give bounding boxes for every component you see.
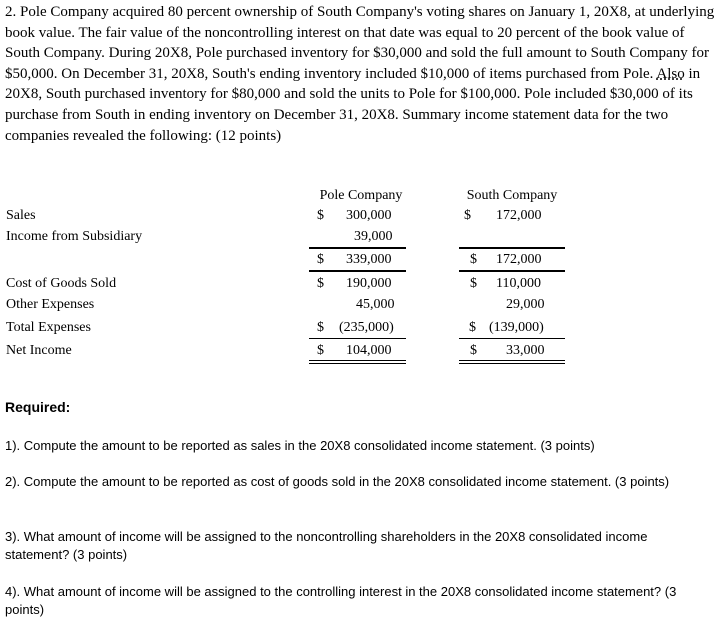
required-heading: Required: — [5, 399, 71, 415]
question-3: 3). What amount of income will be assigned to the noncontrolling shareholders in the 20X8 consolidated income statement? (3 points) — [5, 529, 648, 562]
pole-other-expenses-value: 45,000 — [356, 297, 395, 312]
south-total-expenses-value: (139,000) — [489, 320, 544, 335]
pole-subtotal-dollar: $ — [317, 252, 324, 267]
problem-link-word[interactable]: Also — [656, 65, 685, 82]
south-sales-value: 172,000 — [496, 208, 542, 223]
south-cogs-dollar: $ — [470, 276, 477, 291]
pole-sales-dollar: $ — [317, 208, 324, 223]
col-header-pole: Pole Company — [319, 188, 403, 203]
pole-cogs-dollar: $ — [317, 276, 324, 291]
pole-total-expenses-value: (235,000) — [339, 320, 394, 335]
south-net-income-rule-1 — [459, 360, 565, 361]
row-label-other-expenses: Other Expenses — [6, 297, 95, 312]
problem-text-after-link: in 20X8, South purchased inventory for $80,000 and sold the units to Pole for $100,000. Pole included $30,000 of its purchase from South in ending inventory on December 31, 20X8. Summary income statement data for the two companies revealed the following: (12 points) — [5, 65, 701, 144]
south-total-expenses-rule — [459, 338, 565, 339]
row-label-sales: Sales — [6, 208, 36, 223]
pole-subtotal-value: 339,000 — [346, 252, 392, 267]
pole-cogs-value: 190,000 — [346, 276, 392, 291]
south-total-expenses-dollar: $ — [469, 320, 476, 335]
pole-total-expenses-rule — [309, 338, 406, 339]
south-subtotal-underline — [459, 270, 565, 272]
question-1: 1). Compute the amount to be reported as sales in the 20X8 consolidated income statement. (3 points) — [5, 438, 595, 453]
row-label-total-expenses: Total Expenses — [6, 320, 91, 335]
question-2: 2). Compute the amount to be reported as cost of goods sold in the 20X8 consolidated income statement. (3 points) — [5, 474, 670, 489]
pole-net-income-rule-1 — [309, 360, 406, 361]
pole-sales-value: 300,000 — [346, 208, 392, 223]
south-other-expenses-value: 29,000 — [506, 297, 545, 312]
south-cogs-value: 110,000 — [496, 276, 541, 291]
pole-total-expenses-dollar: $ — [317, 320, 324, 335]
problem-text-before-link: 2. Pole Company acquired 80 percent ownership of South Company's voting shares on January 1, 20X8, at underlying book value. The fair value of the noncontrolling interest on that date was equal to 20 percent of the book value of South Company. During 20X8, Pole purchased inventory for $30,000 and sold the full amount to South Company for $50,000. On December 31, 20X8, South's ending inventory included $10,000 of items purchased from Pole. — [5, 4, 715, 82]
south-subtotal-value: 172,000 — [496, 252, 542, 267]
south-sales-dollar: $ — [464, 208, 471, 223]
pole-subtotal-rule — [309, 247, 406, 249]
pole-net-income-dollar: $ — [317, 343, 324, 358]
pole-net-income-rule-2 — [309, 363, 406, 364]
south-net-income-dollar: $ — [470, 343, 477, 358]
south-net-income-rule-2 — [459, 363, 565, 364]
row-label-cogs: Cost of Goods Sold — [6, 276, 117, 291]
col-header-south: South Company — [466, 188, 558, 203]
south-subtotal-rule — [459, 247, 565, 249]
problem-statement — [5, 2, 721, 146]
pole-income-subsidiary-value: 39,000 — [354, 229, 393, 244]
south-subtotal-dollar: $ — [470, 252, 477, 267]
problem-paragraph — [5, 2, 721, 146]
pole-net-income-value: 104,000 — [346, 343, 392, 358]
question-4: 4). What amount of income will be assigned to the controlling interest in the 20X8 consolidated income statement? (3 points) — [5, 584, 677, 617]
south-net-income-value: 33,000 — [506, 343, 545, 358]
row-label-income-subsidiary: Income from Subsidiary — [6, 229, 143, 244]
row-label-net-income: Net Income — [6, 343, 72, 358]
pole-subtotal-underline — [309, 270, 406, 272]
